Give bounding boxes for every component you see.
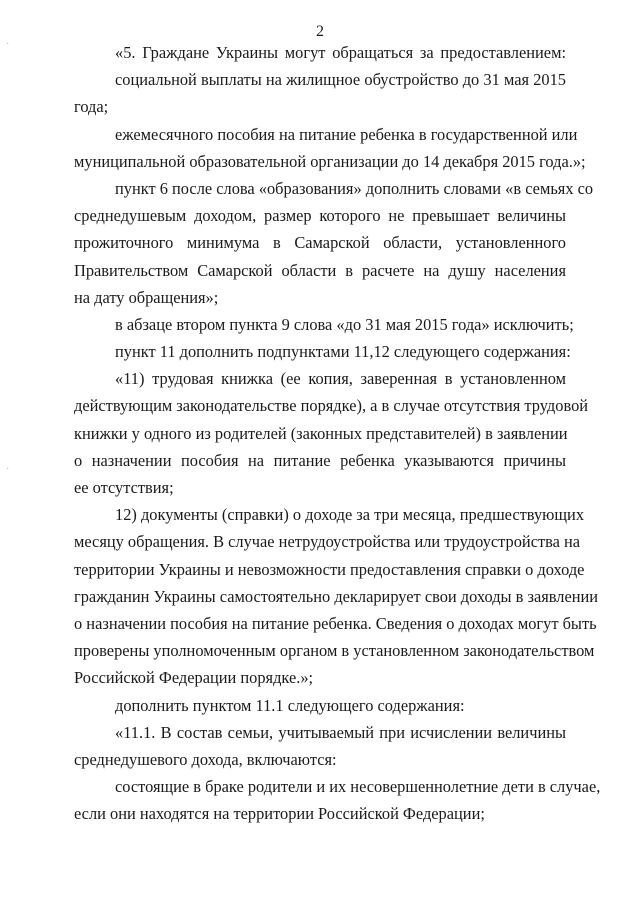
text-line: года; [74, 97, 109, 117]
text-line: если они находятся на территории Российской Федерации; [74, 804, 485, 824]
document-body [74, 39, 601, 827]
text-line: ежемесячного пособия на питание ребенка в государственной или [115, 124, 578, 144]
text-line: среднедушевого дохода, включаются: [74, 749, 337, 769]
text-line: пункт 11 дополнить подпунктами 11,12 следующего содержания: [115, 342, 571, 362]
text-line: ее отсутствия; [74, 478, 174, 497]
text-line: «5. Граждане Украины могут обращаться за предоставлением: [115, 43, 566, 62]
text-line: социальной выплаты на жилищное обустройство до 31 мая 2015 [115, 70, 566, 90]
text-line: действующим законодательстве порядке), а в случае отсутствия трудовой [74, 396, 589, 416]
text-line: «11) трудовая книжка (ее копия, заверенная в установленном [115, 369, 566, 389]
text-line: среднедушевым доходом, размер которого не превышает величины [74, 206, 566, 226]
text-line: проверены уполномоченным органом в установленном законодательством [74, 641, 595, 661]
text-line: пункт 6 после слова «образования» дополнить словами «в семьях со [115, 178, 594, 198]
text-line: о назначении пособия на питание ребенка. Сведения о доходах могут быть [74, 613, 597, 633]
text-line: «11.1. В состав семьи, учитываемый при исчислении величины [115, 722, 566, 742]
text-line: 12) документы (справки) о доходе за три месяца, предшествующих [115, 505, 585, 525]
text-line: Правительством Самарской области в расчете на душу населения [74, 260, 566, 280]
text-line: состоящие в браке родители и их несовершеннолетние дети в случае, [115, 777, 601, 797]
text-line: на дату обращения»; [74, 287, 219, 307]
text-line: месяцу обращения. В случае нетрудоустройства или трудоустройства на [74, 532, 581, 552]
text-line: дополнить пунктом 11.1 следующего содержания: [115, 695, 465, 715]
text-line: прожиточного минимума в Самарской области, установленного [74, 233, 566, 253]
text-line: в абзаце втором пункта 9 слова «до 31 мая 2015 года» исключить; [115, 314, 574, 334]
text-line: Российской Федерации порядке.»; [74, 668, 314, 688]
text-line: территории Украины и невозможности предоставления справки о доходе [74, 559, 585, 579]
text-line: муниципальной образовательной организации до 14 декабря 2015 года.»; [74, 151, 586, 171]
text-line: гражданин Украины самостоятельно декларирует свои доходы в заявлении [74, 586, 599, 606]
scan-mark: · [6, 464, 10, 475]
text-line: о назначении пособия на питание ребенка указываются причины [74, 450, 566, 470]
text-line: книжки у одного из родителей (законных представителей) в заявлении [74, 423, 568, 443]
scan-mark: · [6, 39, 10, 50]
page-number: 2 [316, 23, 324, 40]
